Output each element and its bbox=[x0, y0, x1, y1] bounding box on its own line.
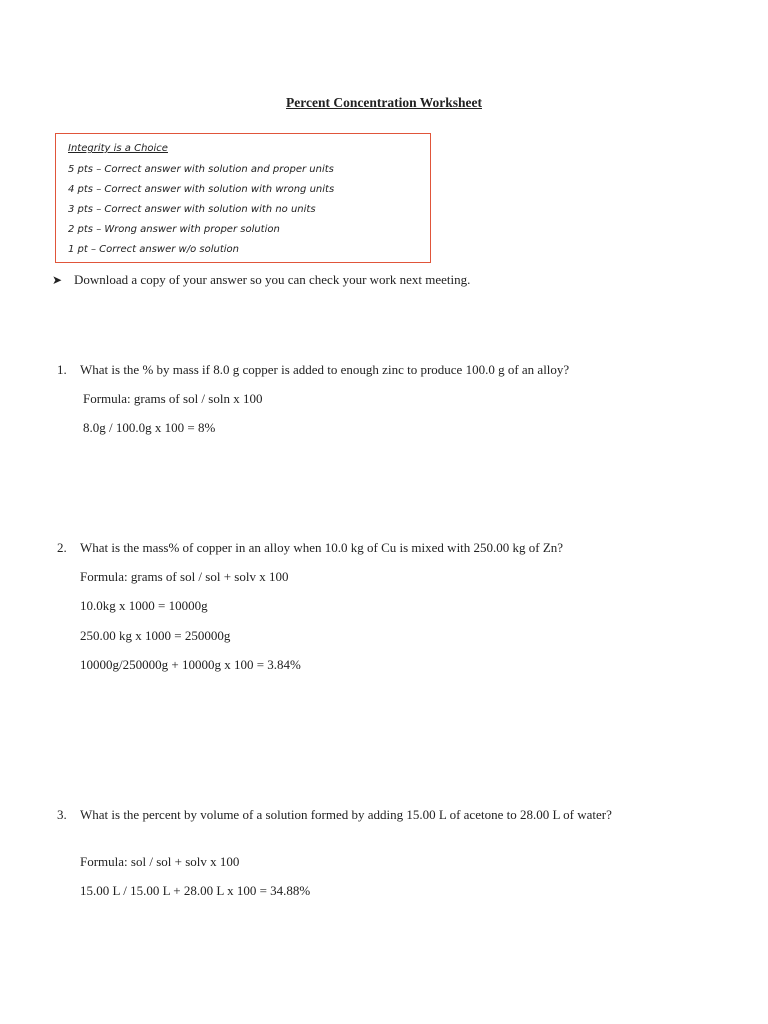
question-text: What is the mass% of copper in an alloy when 10.0 kg of Cu is mixed with 250.00 kg of Zn? bbox=[80, 540, 564, 555]
rubric-item: 2 pts – Wrong answer with proper solution bbox=[68, 224, 280, 235]
rubric-item: 1 pt – Correct answer w/o solution bbox=[68, 244, 239, 255]
question-2 bbox=[57, 539, 677, 557]
grading-rubric-box bbox=[55, 133, 431, 263]
rubric-item: 4 pts – Correct answer with solution with wrong units bbox=[68, 184, 335, 195]
question-number: 2. bbox=[57, 540, 67, 555]
answer-line: 8.0g / 100.0g x 100 = 8% bbox=[83, 420, 216, 435]
question-3 bbox=[57, 806, 657, 824]
answer-line: 10.0kg x 1000 = 10000g bbox=[80, 598, 208, 613]
arrow-bullet-icon: ➤ bbox=[52, 273, 63, 287]
answer-line: 250.00 kg x 1000 = 250000g bbox=[80, 628, 231, 643]
instruction-text: Download a copy of your answer so you can check your work next meeting. bbox=[74, 272, 471, 287]
question-text: What is the percent by volume of a solution formed by adding 15.00 L of acetone to 28.00 L of water? bbox=[80, 807, 612, 822]
answer-line: 15.00 L / 15.00 L + 28.00 L x 100 = 34.88% bbox=[80, 883, 311, 898]
answer-line: Formula: grams of sol / soln x 100 bbox=[83, 391, 263, 406]
answer-line: Formula: grams of sol / sol + solv x 100 bbox=[80, 569, 289, 584]
page-title: Percent Concentration Worksheet bbox=[286, 95, 482, 110]
question-number: 3. bbox=[57, 807, 67, 822]
instruction bbox=[52, 272, 470, 288]
question-text: What is the % by mass if 8.0 g copper is added to enough zinc to produce 100.0 g of an alloy? bbox=[80, 362, 570, 377]
question-1 bbox=[57, 361, 677, 379]
answer-line: Formula: sol / sol + solv x 100 bbox=[80, 854, 240, 869]
rubric-item: 5 pts – Correct answer with solution and proper units bbox=[68, 164, 334, 175]
answer-line: 10000g/250000g + 10000g x 100 = 3.84% bbox=[80, 657, 301, 672]
question-number: 1. bbox=[57, 362, 67, 377]
rubric-heading: Integrity is a Choice bbox=[68, 143, 168, 154]
rubric-item: 3 pts – Correct answer with solution with no units bbox=[68, 204, 316, 215]
